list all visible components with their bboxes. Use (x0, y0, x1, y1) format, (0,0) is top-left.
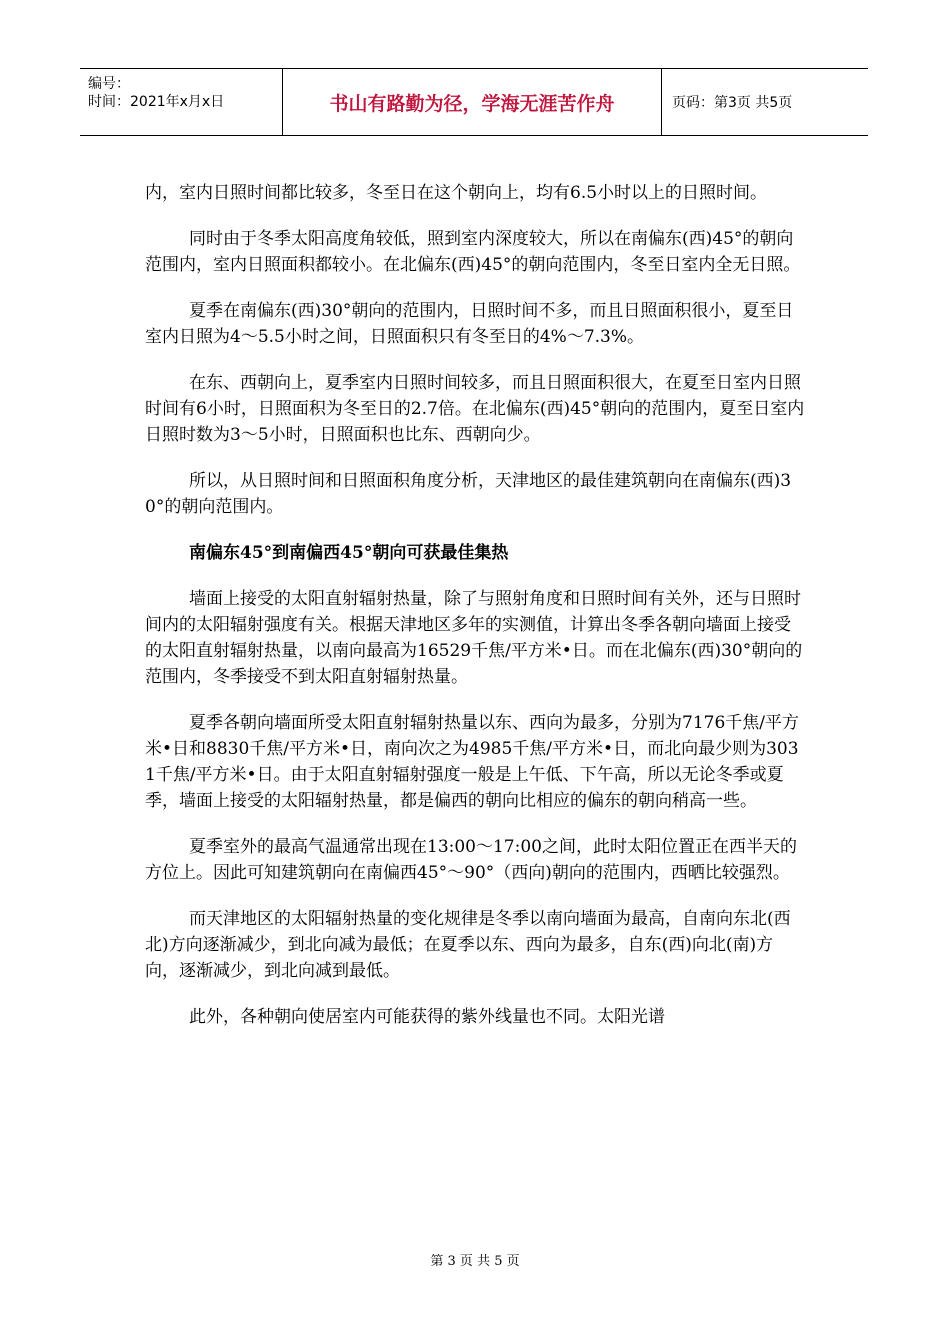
header-motto: 书山有路勤为径，学海无涯苦作舟 (283, 69, 662, 135)
paragraph-3: 夏季在南偏东(西)30°朝向的范围内，日照时间不多，而且日照面积很小，夏至日室内日照为4～5.5小时之间，日照面积只有冬至日的4%～7.3%。 (145, 301, 794, 347)
section-heading: 南偏东45°到南偏西45°朝向可获最佳集热 (189, 543, 509, 563)
paragraph-4: 在东、西朝向上，夏季室内日照时间较多，而且日照面积很大，在夏至日室内日照时间有6小时，日照面积为冬至日的2.7倍。在北偏东(西)45°朝向的范围内，夏至日室内日照时数为3～5小时，日照面积也比东、西朝向少。 (145, 373, 805, 445)
time-label: 时间：2021年x月x日 (88, 94, 225, 110)
paragraph-10: 此外，各种朝向使居室内可能获得的紫外线量也不同。太阳光谱 (189, 1007, 665, 1027)
number-label: 编号： (88, 76, 130, 92)
paragraph-2: 同时由于冬季太阳高度角较低，照到室内深度较大，所以在南偏东(西)45°的朝向范围内，室内日照面积都较小。在北偏东(西)45°的朝向范围内，冬至日室内全无日照。 (145, 229, 801, 275)
paragraph-5: 所以，从日照时间和日照面积角度分析，天津地区的最佳建筑朝向在南偏东(西)30°的朝向范围内。 (145, 471, 792, 517)
paragraph-8: 夏季室外的最高气温通常出现在13:00～17:00之间，此时太阳位置正在西半天的方位上。因此可知建筑朝向在南偏西45°～90°（西向)朝向的范围内，西晒比较强烈。 (145, 837, 797, 883)
header-meta (80, 69, 283, 135)
paragraph-1: 内，室内日照时间都比较多，冬至日在这个朝向上，均有6.5小时以上的日照时间。 (145, 183, 768, 203)
page-header (80, 68, 868, 136)
document-body (145, 180, 805, 1050)
paragraph-9: 而天津地区的太阳辐射热量的变化规律是冬季以南向墙面为最高，自南向东北(西北)方向逐渐减少，到北向减为最低；在夏季以东、西向为最多，自东(西)向北(南)方向，逐渐减少，到北向减到最低。 (145, 909, 791, 981)
header-page-info: 页码：第3页 共5页 (672, 95, 793, 111)
page-footer: 第 3 页 共 5 页 (430, 1254, 520, 1269)
paragraph-7: 夏季各朝向墙面所受太阳直射辐射热量以东、西向为最多，分别为7176千焦/平方米•日和8830千焦/平方米•日，南向次之为4985千焦/平方米•日，而北向最少则为3031千焦/平方米•日。由于太阳直射辐射强度一般是上午低、下午高，所以无论冬季或夏季，墙面上接受的太阳辐射热量，都是偏西的朝向比相应的偏东的朝向稍高一些。 (145, 713, 799, 811)
paragraph-6: 墙面上接受的太阳直射辐射热量，除了与照射角度和日照时间有关外，还与日照时间内的太阳辐射强度有关。根据天津地区多年的实测值，计算出冬季各朝向墙面上接受的太阳直射辐射热量，以南向最高为16529千焦/平方米•日。而在北偏东(西)30°朝向的范围内，冬季接受不到太阳直射辐射热量。 (145, 589, 803, 687)
